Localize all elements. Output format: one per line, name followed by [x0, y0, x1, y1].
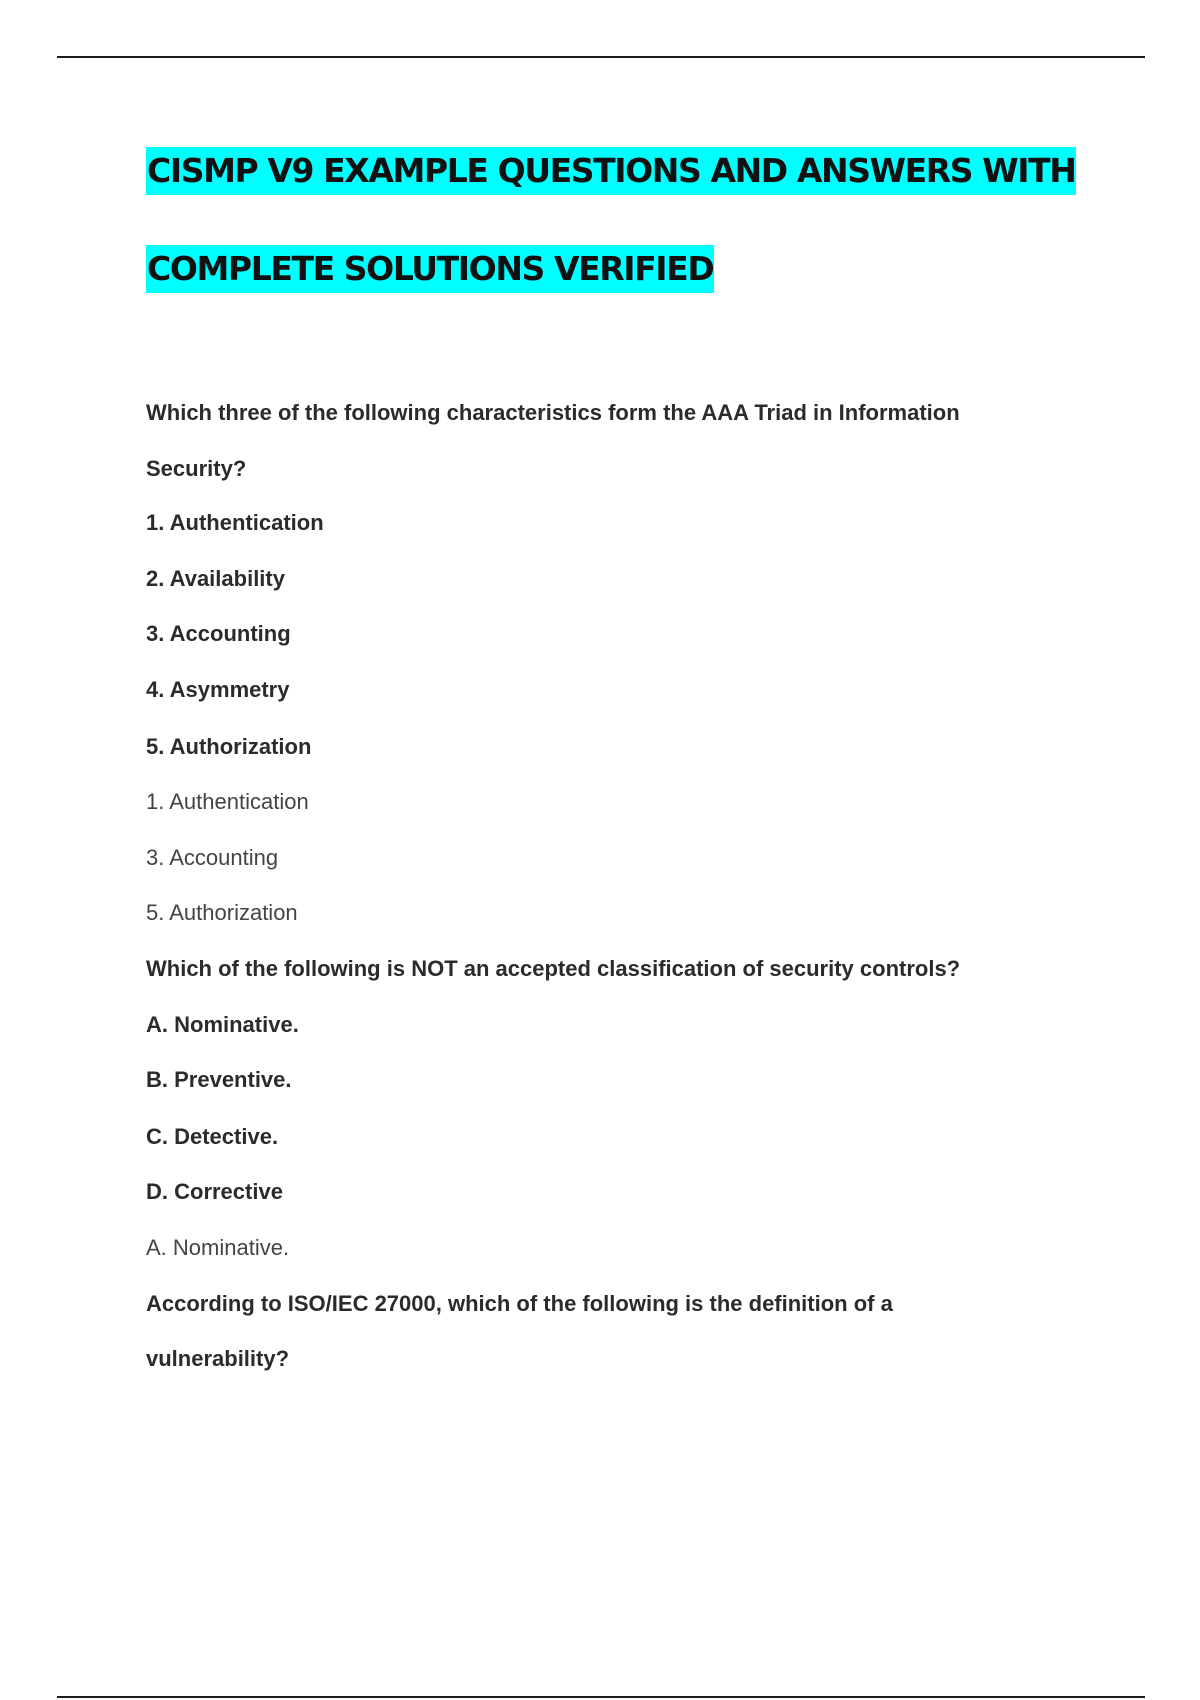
header-rule	[57, 56, 1145, 58]
document-title-line-1: CISMP V9 EXAMPLE QUESTIONS AND ANSWERS WITH	[146, 147, 1076, 195]
question-3-text-line-2: vulnerability?	[146, 1346, 290, 1371]
question-3-text-line-1: According to ISO/IEC 27000, which of the following is the definition of a	[146, 1291, 893, 1316]
question-1-answer-2: 3. Accounting	[146, 845, 279, 870]
footer-rule	[57, 1696, 1145, 1698]
question-2-option-a: A. Nominative.	[146, 1012, 299, 1037]
question-1-option-5: 5. Authorization	[146, 734, 312, 759]
question-1-text-line-2: Security?	[146, 456, 247, 481]
question-1-answer-3: 5. Authorization	[146, 900, 298, 925]
question-1-option-3: 3. Accounting	[146, 621, 291, 646]
question-2-option-b: B. Preventive.	[146, 1067, 292, 1092]
question-1-option-2: 2. Availability	[146, 566, 285, 591]
document-title-line-2: COMPLETE SOLUTIONS VERIFIED	[146, 245, 714, 293]
question-2-answer-1: A. Nominative.	[146, 1235, 290, 1260]
question-1-option-1: 1. Authentication	[146, 510, 324, 535]
question-2-text-line-1: Which of the following is NOT an accepted classification of security controls?	[146, 956, 961, 981]
question-1-option-4: 4. Asymmetry	[146, 677, 290, 702]
question-1-answer-1: 1. Authentication	[146, 789, 309, 814]
question-2-option-c: C. Detective.	[146, 1124, 279, 1149]
question-2-option-d: D. Corrective	[146, 1179, 283, 1204]
question-1-text-line-1: Which three of the following characteristics form the AAA Triad in Information	[146, 400, 960, 425]
